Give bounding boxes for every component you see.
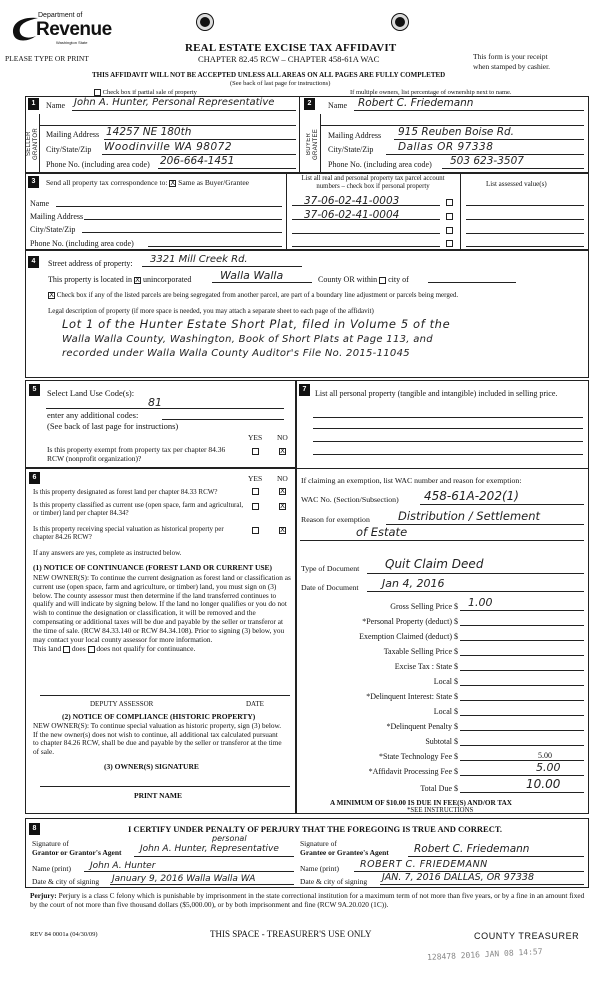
treasurer-stamp: 128478 2016 JAN 08 14:57: [426, 946, 543, 963]
historic-no-checkbox[interactable]: X: [280, 526, 285, 534]
please-type: PLEASE TYPE OR PRINT: [5, 54, 89, 63]
send-correspondence-label: Send all property tax correspondence to:: [46, 178, 168, 187]
grantee-signature[interactable]: Robert C. Friedemann: [414, 843, 530, 855]
doc-type-value[interactable]: Quit Claim Deed: [385, 557, 484, 571]
buyer-name-value[interactable]: Robert C. Friedemann: [358, 97, 474, 109]
buyer-phone-value[interactable]: 503 623-3507: [450, 155, 524, 167]
tax-row-taxable-label: Taxable Selling Price: [383, 647, 452, 656]
deputy-assessor-label: DEPUTY ASSESSOR: [90, 700, 154, 708]
corr-phone-label: Phone No. (including area code): [30, 239, 134, 248]
parcel-header: List all real and personal property tax parcel account numbers – check box if personal property: [301, 175, 445, 190]
parcel-1-personal-checkbox[interactable]: [446, 199, 453, 206]
forest-question: Is this property designated as forest land per chapter 84.33 RCW?: [33, 488, 218, 496]
tax-row-penalty-currency: $: [454, 722, 458, 731]
located-row: [48, 275, 191, 284]
legal-line-1[interactable]: Lot 1 of the Hunter Estate Short Plat, filed in Volume 5 of the: [62, 317, 451, 331]
land-use-label: Select Land Use Code(s):: [47, 388, 135, 398]
claim-exemption-label: If claiming an exemption, list WAC number and reason for exemption:: [301, 476, 522, 485]
tax-row-processing-label: *Affidavit Processing Fee: [368, 767, 452, 776]
certify-statement: I CERTIFY UNDER PENALTY OF PERJURY THAT THE FOREGOING IS TRUE AND CORRECT.: [128, 824, 503, 834]
seller-city-label: City/State/Zip: [46, 145, 92, 154]
tax-row-subtotal-label: Subtotal: [425, 737, 452, 746]
exempt-yes-checkbox[interactable]: [252, 448, 259, 455]
punch-hole-left: [197, 14, 213, 30]
see-back-note: (See back of last page for instructions): [230, 80, 331, 87]
tax-row-subtotal: [300, 735, 584, 750]
tax-row-taxable-currency: $: [454, 647, 458, 656]
forest-no-checkbox[interactable]: X: [280, 487, 285, 495]
grantee-date-label: Date & city of signing: [300, 877, 368, 886]
tax-row-total: [300, 777, 584, 797]
doc-date-value[interactable]: Jan 4, 2016: [382, 577, 445, 590]
tax-row-interest-state-label: *Delinquent Interest: State: [366, 692, 452, 701]
tax-row-excise-state-label: Excise Tax : State: [394, 662, 452, 671]
grantor-sig-label-2: Grantor or Grantor's Agent: [32, 848, 122, 857]
grantor-name-label: Name (print): [32, 864, 71, 873]
doc-type-label: Type of Document: [301, 564, 360, 573]
tax-row-total-currency: $: [454, 784, 458, 793]
owner-signature-label: (3) OWNER(S) SIGNATURE: [104, 762, 199, 771]
tax-row-gross: [300, 596, 584, 615]
wac-value[interactable]: 458-61A-202(1): [424, 489, 519, 503]
parcel-3-personal-checkbox[interactable]: [446, 227, 453, 234]
parcel-2-personal-checkbox[interactable]: [446, 213, 453, 220]
section-5-number: 5: [29, 384, 40, 396]
perjury-title: Perjury:: [30, 891, 57, 900]
same-as-buyer-label: Same as Buyer/Grantee: [178, 178, 249, 187]
print-name-label: PRINT NAME: [134, 791, 182, 800]
grantee-sig-label-1: Signature of: [300, 839, 337, 848]
tax-row-technology-value[interactable]: 5.00: [538, 751, 552, 760]
current-use-question: Is this property classified as current use (open space, farm and agricultural, or timber) land per chapter 84.34?: [33, 501, 244, 518]
tax-row-interest-state-currency: $: [454, 692, 458, 701]
legal-label: Legal description of property (if more space is needed, you may attach a separate sheet to each page of the affidavit): [48, 307, 374, 315]
legal-line-2[interactable]: Walla Walla County, Washington, Book of Short Plats at Page 113, and: [62, 334, 433, 345]
tax-row-personal: [300, 615, 584, 630]
seller-city-value[interactable]: Woodinville WA 98072: [104, 141, 233, 153]
warning-line: THIS AFFIDAVIT WILL NOT BE ACCEPTED UNLESS ALL AREAS ON ALL PAGES ARE FULLY COMPLETED: [92, 71, 446, 79]
this-land-row: [33, 645, 195, 654]
county-or-within-label: County OR within: [318, 275, 378, 284]
county-within-row: [318, 275, 409, 284]
tax-row-gross-currency: $: [454, 602, 458, 611]
city-of-label: city of: [388, 275, 409, 284]
segregated-checkbox[interactable]: X: [49, 290, 54, 299]
tax-row-personal-label: *Personal Property (deduct): [362, 617, 452, 626]
dor-logo: [8, 10, 118, 52]
seller-mailing-value[interactable]: 14257 NE 180th: [106, 126, 192, 138]
grantor-signature[interactable]: John A. Hunter, Representative: [140, 844, 279, 854]
tax-row-interest-local-currency: $: [454, 707, 458, 716]
treasurer-space-label: THIS SPACE - TREASURER'S USE ONLY: [210, 929, 372, 939]
tax-row-processing-value[interactable]: 5.00: [536, 761, 561, 774]
segregated-row: [48, 291, 458, 299]
current-use-no-checkbox[interactable]: X: [280, 502, 285, 510]
reason-value-2[interactable]: of Estate: [356, 525, 408, 539]
tax-row-exemption: [300, 630, 584, 645]
grantee-sig-label-2: Grantee or Grantee's Agent: [300, 848, 389, 857]
page-title: REAL ESTATE EXCISE TAX AFFIDAVIT: [185, 42, 397, 54]
tax-row-technology-currency: $: [454, 752, 458, 761]
seller-grantor-label: SELLER GRANTOR: [26, 128, 39, 160]
tax-row-excise-state: [300, 660, 584, 675]
tax-row-personal-currency: $: [454, 617, 458, 626]
does-checkbox[interactable]: [63, 646, 70, 653]
tax-row-interest-local: [300, 705, 584, 720]
see-instructions-note: *SEE INSTRUCTIONS: [407, 807, 474, 814]
tax-row-excise-state-currency: $: [454, 662, 458, 671]
minimum-due-note: A MINIMUM OF $10.00 IS DUE IN FEE(S) AND/OR TAX: [330, 799, 512, 807]
if-yes-note: If any answers are yes, complete as instructed below.: [33, 549, 182, 557]
street-value[interactable]: 3321 Mill Creek Rd.: [150, 254, 248, 265]
notice2-text: NEW OWNER(S): To continue special valuation as historic property, sign (3) below. If the new owner(s) does not wish to continue, all additional tax calculated pursuant to chapter 84.26 RCW, shall be due and payable by the seller or transferor at the time of sale.: [33, 721, 282, 756]
parcel-2-value[interactable]: 37-06-02-41-0004: [304, 209, 400, 221]
tax-row-excise-local-label: Local: [433, 677, 452, 686]
tax-row-total-label: Total Due: [420, 784, 452, 793]
notice2-title: (2) NOTICE OF COMPLIANCE (HISTORIC PROPERTY): [62, 712, 256, 721]
grantee-date-value[interactable]: JAN. 7, 2016 DALLAS, OR 97338: [382, 872, 535, 883]
receipt-note-1: This form is your receipt: [473, 52, 548, 61]
tax-row-excise-local-currency: $: [454, 677, 458, 686]
partial-sale-label: Check box if partial sale of property: [102, 89, 197, 96]
does-not-label: does not: [96, 644, 122, 653]
grantor-sig-note: personal: [212, 834, 247, 843]
city-checkbox[interactable]: [379, 277, 386, 284]
grantor-name-value[interactable]: John A. Hunter: [90, 861, 156, 871]
assessed-header: List assessed value(s): [486, 180, 547, 188]
does-label: does: [71, 644, 86, 653]
grantor-sig-label-1: Signature of: [32, 839, 69, 848]
tax-row-interest-local-label: Local: [433, 707, 452, 716]
section-4-number: 4: [28, 256, 39, 268]
unincorporated-label: unincorporated: [142, 275, 192, 284]
doc-date-label: Date of Document: [301, 583, 359, 592]
perjury-notice: [30, 891, 590, 909]
seller-name-value[interactable]: John A. Hunter, Personal Representative: [74, 97, 275, 108]
forest-yes-checkbox[interactable]: [252, 488, 259, 495]
qualify-label: qualify for continuance.: [123, 644, 196, 653]
parcel-4-personal-checkbox[interactable]: [446, 240, 453, 247]
grantor-date-label: Date & city of signing: [32, 877, 100, 886]
seller-mailing-label: Mailing Address: [46, 130, 100, 139]
buyer-mailing-label: Mailing Address: [328, 131, 382, 140]
section5-no-header: NO: [277, 433, 288, 442]
located-label: This property is located in: [48, 275, 132, 284]
personal-property-label: List all personal property (tangible and intangible) included in selling price.: [315, 389, 558, 398]
historic-yes-checkbox[interactable]: [252, 527, 259, 534]
buyer-city-value[interactable]: Dallas OR 97338: [398, 141, 494, 153]
buyer-city-label: City/State/Zip: [328, 145, 374, 154]
tax-row-excise-local: [300, 675, 584, 690]
dept-name: Revenue: [36, 19, 112, 40]
tax-row-interest-state: [300, 690, 584, 705]
tax-row-gross-label: Gross Selling Price: [390, 602, 452, 611]
multiple-owners-note: If multiple owners, list percentage of ownership next to name.: [350, 89, 512, 96]
grantor-date-value[interactable]: January 9, 2016 Walla Walla WA: [112, 874, 256, 884]
tax-row-technology-label: *State Technology Fee: [378, 752, 452, 761]
this-land-label: This land: [33, 644, 62, 653]
date-label: DATE: [246, 700, 264, 708]
unincorporated-checkbox[interactable]: X: [135, 275, 140, 284]
section6-yes-header: YES: [248, 474, 263, 483]
current-use-yes-checkbox[interactable]: [252, 503, 259, 510]
section-7-number: 7: [299, 384, 310, 396]
corr-mailing-label: Mailing Address: [30, 212, 84, 221]
dept-line: Department of: [38, 12, 83, 19]
parcel-1-value[interactable]: 37-06-02-41-0003: [304, 195, 400, 207]
exempt-question: Is this property exempt from property tax per chapter 84.36 RCW (nonprofit organization)?: [47, 445, 226, 463]
grantee-name-value[interactable]: ROBERT C. FRIEDEMANN: [360, 859, 488, 870]
dept-state: Washington State: [56, 40, 88, 45]
notice1-text: NEW OWNER(S): To continue the current designation as forest land or classification as current use (open space, farm and agriculture, or timber) land, you must sign on (3) below. The county assessor must then determine if the land transferred continues to qualify and will indicate by signing below. If the land no longer qualifies or you do not wish to continue the designation or classification, it will be removed and the compensating or additional taxes will be due and payable by the seller or transferor at the time of sale. (RCW 84.33.140 or RCW 84.34.108). Prior to signing (3) below, you may contact your local county assessor for more information.: [33, 573, 291, 644]
county-value[interactable]: Walla Walla: [220, 269, 284, 282]
buyer-phone-label: Phone No. (including area code): [328, 160, 432, 169]
perjury-text: Perjury is a class C felony which is punishable by imprisonment in the state correctional institution for a maximum term of not more than five years, or by a fine in an amount fixed by the court of not more than five thousand dollars ($5,000.00), or by both imprisonment and fine (RCW 9A.20.020 (1C)).: [30, 891, 585, 910]
tax-row-exemption-currency: $: [454, 632, 458, 641]
tax-row-gross-value[interactable]: 1.00: [468, 596, 493, 609]
seller-phone-value[interactable]: 206-664-1451: [160, 155, 235, 167]
section-3-number: 3: [28, 176, 39, 188]
corr-city-label: City/State/Zip: [30, 225, 76, 234]
section6-no-header: NO: [277, 474, 288, 483]
section-1-number: 1: [28, 98, 39, 110]
receipt-note-2: when stamped by cashier.: [473, 62, 551, 71]
grantee-name-label: Name (print): [300, 864, 339, 873]
does-not-checkbox[interactable]: [88, 646, 95, 653]
wac-label: WAC No. (Section/Subsection): [301, 495, 399, 504]
section-8-number: 8: [29, 823, 40, 835]
punch-hole-right: [392, 14, 408, 30]
chapter-line: CHAPTER 82.45 RCW – CHAPTER 458-61A WAC: [198, 54, 380, 64]
seller-phone-label: Phone No. (including area code): [46, 160, 150, 169]
additional-codes-label: enter any additional codes:: [47, 410, 139, 420]
seller-name-label: Name: [46, 101, 66, 110]
land-use-code[interactable]: 81: [148, 396, 162, 409]
buyer-mailing-value[interactable]: 915 Reuben Boise Rd.: [398, 126, 515, 138]
tax-row-taxable: [300, 645, 584, 660]
section-2-number: 2: [304, 98, 315, 110]
tax-row-total-value[interactable]: 10.00: [526, 777, 561, 791]
tax-row-subtotal-currency: $: [454, 737, 458, 746]
reason-label: Reason for exemption: [301, 515, 370, 524]
notice1-title: (1) NOTICE OF CONTINUANCE (FOREST LAND OR CURRENT USE): [33, 563, 273, 572]
same-as-buyer-checkbox[interactable]: X: [170, 178, 176, 187]
section5-yes-header: YES: [248, 433, 263, 442]
segregated-label: Check box if any of the listed parcels are being segregated from another parcel, are part of a boundary line adjustment or parcels being merged.: [56, 291, 459, 299]
section-6-number: 6: [29, 472, 40, 484]
buyer-grantee-label: BUYER GRANTEE: [306, 128, 319, 160]
exempt-no-checkbox[interactable]: X: [280, 447, 285, 455]
reason-value-1[interactable]: Distribution / Settlement: [398, 509, 541, 523]
tax-row-exemption-label: Exemption Claimed (deduct): [359, 632, 452, 641]
land-use-see-back: (See back of last page for instructions): [47, 421, 179, 431]
buyer-name-label: Name: [328, 101, 348, 110]
tax-row-penalty-label: *Delinquent Penalty: [386, 722, 452, 731]
street-label: Street address of property:: [48, 259, 133, 268]
tax-row-processing-currency: $: [454, 767, 458, 776]
correspondence-row: [46, 179, 249, 188]
county-treasurer-label: COUNTY TREASURER: [474, 931, 580, 941]
tax-row-penalty: [300, 720, 584, 735]
legal-line-3[interactable]: recorded under Walla Walla County Auditor's File No. 2015-11045: [62, 348, 410, 359]
historic-question: Is this property receiving special valuation as historical property per chapter 84.26 RCW?: [33, 525, 224, 542]
partial-sale-checkbox[interactable]: [94, 89, 101, 96]
corr-name-label: Name: [30, 199, 50, 208]
form-number: REV 84 0001a (04/30/09): [30, 931, 98, 938]
